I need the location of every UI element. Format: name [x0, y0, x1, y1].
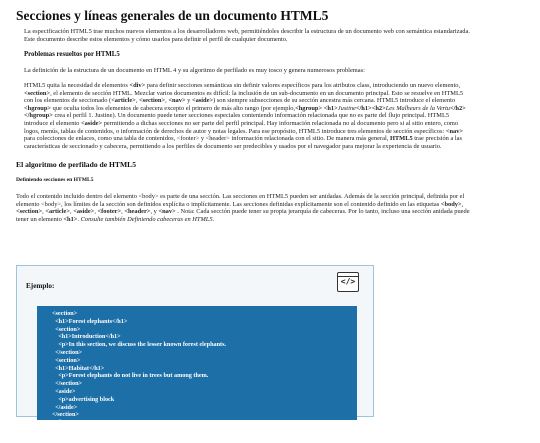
- text-span: ,: [121, 208, 125, 216]
- code-tag: </hgroup>: [24, 112, 53, 120]
- text-span: que oculta todos los elementos de cabecera excepto el primero de más alto rango (por ejemplo,: [51, 104, 296, 112]
- code-tag: <header>: [124, 208, 151, 216]
- text-span: para definir secciones semánticas sin definir valores específicos para los atributos class, introduciendo un nuevo elemento,: [145, 82, 461, 89]
- code-line: </section>: [52, 349, 83, 356]
- problems-line: [24, 128, 536, 136]
- text-span: .: [77, 215, 81, 223]
- code-tag: </h1>: [355, 104, 372, 112]
- problems-heading: Problemas resueltos por HTML5: [24, 51, 120, 58]
- code-line: <p>Forest elephants do not live in trees but among them.: [52, 372, 209, 380]
- algorithm-line: [16, 216, 536, 224]
- problems-line: [24, 135, 536, 143]
- text-span: ,: [69, 208, 74, 216]
- code-tag: <article>: [111, 97, 136, 105]
- code-line: </footer>: [52, 434, 80, 442]
- code-line: </aside>: [52, 403, 78, 411]
- text-span: Consulte también Definiendo cabeceras en HTML5.: [80, 215, 215, 223]
- problems-line: [24, 143, 536, 151]
- code-tag: <div>: [129, 82, 146, 89]
- code-line: <h1>Habitat</h1>: [52, 364, 105, 372]
- code-line: </section>: [52, 380, 83, 388]
- problems-line: [24, 112, 536, 120]
- text-span: para colecciones de enlaces, como una tabla de contenidos, <footer> y <header> información relacionada con el sitio. De manera más general,: [24, 135, 390, 143]
- text-span: ) son siempre subsecciones de su sección ancestra más cercana. HTML5 introduce el elemento: [213, 97, 456, 105]
- code-tag: <body>: [440, 200, 462, 208]
- algorithm-line: [16, 193, 536, 201]
- intro-paragraph: [24, 28, 534, 43]
- code-tag: <hgroup>: [24, 104, 52, 112]
- example-title: Ejemplo:: [26, 282, 55, 290]
- problems-intro-text: La definición de la estructura de un documento en HTML 4 y su algoritmo de perfilado es muy tosco y genera numerosos problemas:: [24, 67, 365, 74]
- text-span: , el elemento de sección HTML. Mezclar varios documentos es difícil: la inclusión de un sub-documento en un documento principal. Esto se resuelve en HTML5: [50, 89, 464, 97]
- code-icon-glyph: </>: [340, 277, 356, 286]
- text-span: introduce el elemento: [24, 119, 81, 127]
- code-icon[interactable]: [337, 272, 359, 292]
- code-tag: <article>: [45, 208, 70, 216]
- code-tag: <nav>: [158, 208, 176, 216]
- intro-line-2: Este documento describe estos elementos y cómo usarlos para definir el perfil de cualquier documento.: [24, 35, 288, 43]
- problems-intro: [24, 67, 534, 75]
- code-tag: <nav>: [445, 127, 464, 135]
- text-span: y: [185, 97, 192, 105]
- code-tag: <aside>: [191, 97, 214, 105]
- text-span: características de seccionado y cabecera, permitiendo a los perfiles de documento ser predecibles y usados por el navegador para mejorar la experiencia de usuario.: [24, 142, 442, 150]
- page-title: Secciones y líneas generales de un documento HTML5: [16, 8, 329, 23]
- problems-line: [24, 120, 536, 128]
- code-line: <section>: [52, 356, 81, 364]
- code-tag: <aside>: [80, 119, 103, 127]
- code-line: <footer>: [52, 419, 78, 427]
- algorithm-heading: El algoritmo de perfilado de HTML5: [16, 160, 137, 169]
- algorithm-line: [16, 208, 536, 216]
- code-tag: <h1>: [323, 104, 338, 112]
- algorithm-line: [16, 201, 536, 209]
- code-line: <p>advertising block: [52, 395, 115, 403]
- text-span: permitiendo a dichas secciones no ser parte del perfil principal. Hay información relacionada no al documento pero si al sitio entero, como: [102, 119, 459, 127]
- text-span: HTML5 quita la necesidad de elementos: [24, 82, 130, 89]
- code-tag: </h2>: [450, 104, 466, 112]
- code-tag: <section>: [139, 97, 166, 105]
- text-span: Todo el contenido incluido dentro del elemento <body> es parte de una sección. Las secciones en HTML5 pueden ser anidadas. Además de la sección principal, definida por el: [16, 193, 465, 200]
- problems-line: [24, 90, 536, 98]
- text-span: ,: [165, 97, 169, 105]
- text-span: ,: [42, 208, 46, 216]
- text-span: trae precisión a las: [412, 135, 462, 143]
- code-line: <h1>Introduction</h1>: [52, 333, 121, 341]
- text-span: Justine: [337, 104, 356, 112]
- text-span: elemento <body>, los límites de la sección son definidos explícita o implícitamente. Las secciones definidas explícitamente son el contenido definido en las etiquetas: [16, 200, 441, 208]
- code-block: [37, 306, 357, 442]
- text-span: ,: [135, 97, 140, 105]
- algorithm-subheading: Definiendo secciones en HTML5: [16, 177, 94, 183]
- text-span: con los elementos de seccionado (: [24, 97, 112, 105]
- text-span: logos, menús, tablas de contenidos, o información de derechos de autor y notas legales. Para ese propósito, HTML5 introduce tres elementos de sección específicos:: [24, 127, 446, 135]
- code-tag: <section>: [24, 89, 51, 97]
- code-tag: <h1>: [63, 215, 78, 223]
- code-tag: <hgroup>: [295, 104, 323, 112]
- code-tag: <aside>: [73, 208, 95, 216]
- code-line: <h1>Forest elephants</h1>: [52, 317, 128, 325]
- text-span: . Nota: Cada sección puede tener su propia jerarquía de cabeceras. Por lo tanto, incluso una sección anidada puede: [175, 208, 470, 216]
- example-box: [16, 265, 374, 442]
- algorithm-body: [16, 193, 536, 223]
- code-tag: <section>: [16, 208, 43, 216]
- text-span: , y: [150, 208, 159, 216]
- code-line: <aside>: [52, 388, 76, 395]
- problems-line: [24, 97, 536, 105]
- code-line: <section>: [52, 325, 81, 333]
- code-tag: <h2>: [371, 104, 386, 112]
- text-span: crea el perfil 1. Justine). Un documento puede tener secciones especiales conteniendo información relacionada que no es parte del flujo principal. HTML5: [52, 112, 450, 120]
- code-line: <p>(c) 2010 The Example company: [52, 427, 152, 434]
- code-tag: HTML5: [389, 135, 413, 143]
- code-line: <p>In this section, we discuss the lesser known forest elephants.: [52, 341, 227, 349]
- code-line: <section>: [52, 310, 78, 317]
- code-line: </section>: [52, 411, 79, 419]
- text-span: tener un elemento: [16, 215, 64, 223]
- intro-line-1: La especificación HTML5 trae muchos nuevos elementos a los desarrolladores web, permitiéndoles describir la estructura de un documento web con semántica estandarizada.: [24, 28, 470, 35]
- text-span: Les Malheurs de la Vertu: [385, 104, 451, 112]
- code-tag: <nav>: [168, 97, 186, 105]
- code-tag: <footer>: [97, 208, 122, 216]
- text-span: ,: [94, 208, 98, 216]
- problems-body: [24, 82, 536, 150]
- text-span: ,: [461, 200, 464, 208]
- problems-line: [24, 105, 536, 113]
- problems-line: [24, 82, 536, 90]
